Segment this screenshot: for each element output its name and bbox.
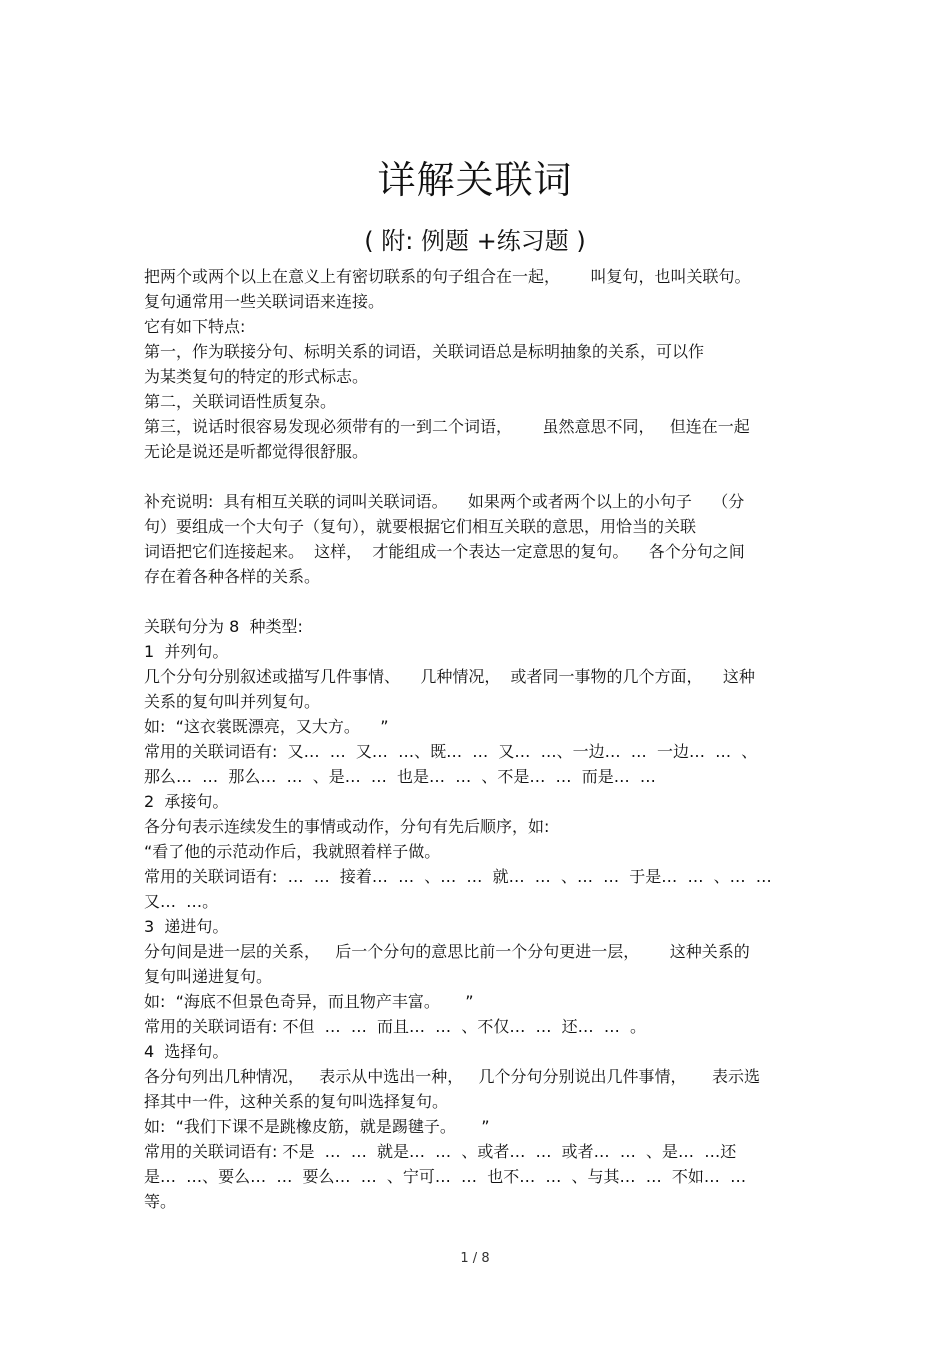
- text-line: 等。: [144, 1192, 177, 1211]
- page-number: 1 / 8: [460, 1251, 490, 1266]
- text-line: 择其中一件，这种关系的复句叫选择复句。: [144, 1092, 449, 1111]
- text-line: 1 并列句。: [144, 642, 229, 661]
- text-line: 分句间是进一层的关系， 后一个分句的意思比前一个分句更进一层， 这种关系的: [144, 942, 750, 961]
- text-line: 常用的关联词语有: 不但 … … 而且… … 、不仅… … 还… … 。: [144, 1017, 647, 1036]
- blank-line: [144, 589, 814, 614]
- text-line: 各分句表示连续发生的事情或动作，分句有先后顺序，如:: [144, 817, 550, 836]
- text-line: 第二，关联词语性质复杂。: [144, 392, 337, 411]
- text-line: 存在着各种各样的关系。: [144, 567, 321, 586]
- text-line: 无论是说还是听都觉得很舒服。: [144, 442, 369, 461]
- page-subtitle: ( 附: 例题 +练习题 ): [364, 227, 586, 255]
- text-line: 复句通常用一些关联词语来连接。: [144, 292, 385, 311]
- text-line: 关系的复句叫并列复句。: [144, 692, 321, 711]
- blank-line: [144, 464, 814, 489]
- text-line: 关联句分为 8 种类型:: [144, 617, 303, 636]
- text-line: 各分句列出几种情况， 表示从中选出一种， 几个分句分别说出几件事情， 表示选: [144, 1067, 760, 1086]
- body-text: [144, 264, 814, 1214]
- text-line: 2 承接句。: [144, 792, 229, 811]
- text-line: 如: “这衣裳既漂亮，又大方。 ”: [144, 717, 389, 736]
- text-line: 词语把它们连接起来。 这样， 才能组成一个表达一定意思的复句。 各个分句之间: [144, 542, 745, 561]
- text-line: 几个分句分别叙述或描写几件事情、 几种情况， 或者同一事物的几个方面， 这种: [144, 667, 755, 686]
- text-line: 为某类复句的特定的形式标志。: [144, 367, 369, 386]
- text-line: 补充说明: 具有相互关联的词叫关联词语。 如果两个或者两个以上的小句子 （分: [144, 492, 745, 511]
- text-line: 把两个或两个以上在意义上有密切联系的句子组合在一起， 叫复句，也叫关联句。: [144, 267, 751, 286]
- text-line: “看了他的示范动作后，我就照着样子做。: [144, 842, 441, 861]
- text-line: 第三，说话时很容易发现必须带有的一到二个词语， 虽然意思不同， 但连在一起: [144, 417, 750, 436]
- page-title: 详解关联词: [377, 158, 573, 202]
- text-line: 那么… … 那么… … 、是… … 也是… … 、不是… … 而是… …: [144, 767, 656, 786]
- text-line: 复句叫递进复句。: [144, 967, 273, 986]
- text-line: 是… …、要么… … 要么… … 、宁可… … 也不… … 、与其… … 不如… …: [144, 1167, 747, 1186]
- text-line: 如: “海底不但景色奇异，而且物产丰富。 ”: [144, 992, 474, 1011]
- text-line: 句）要组成一个大句子（复句），就要根据它们相互关联的意思，用恰当的关联: [144, 517, 697, 536]
- text-line: 常用的关联词语有: 又… … 又… …、既… … 又… …、一边… … 一边… … 、: [144, 742, 758, 761]
- text-line: 常用的关联词语有: … … 接着… … 、… … 就… … 、… … 于是… … 、… …: [144, 867, 772, 886]
- text-line: 第一，作为联接分句、标明关系的词语，关联词语总是标明抽象的关系，可以作: [144, 342, 705, 361]
- text-line: 又… …。: [144, 892, 219, 911]
- text-line: 常用的关联词语有: 不是 … … 就是… … 、或者… … 或者… … 、是… …还: [144, 1142, 737, 1161]
- text-line: 4 选择句。: [144, 1042, 229, 1061]
- text-line: 如: “我们下课不是跳橡皮筋，就是踢毽子。 ”: [144, 1117, 490, 1136]
- text-line: 3 递进句。: [144, 917, 229, 936]
- text-line: 它有如下特点:: [144, 317, 246, 336]
